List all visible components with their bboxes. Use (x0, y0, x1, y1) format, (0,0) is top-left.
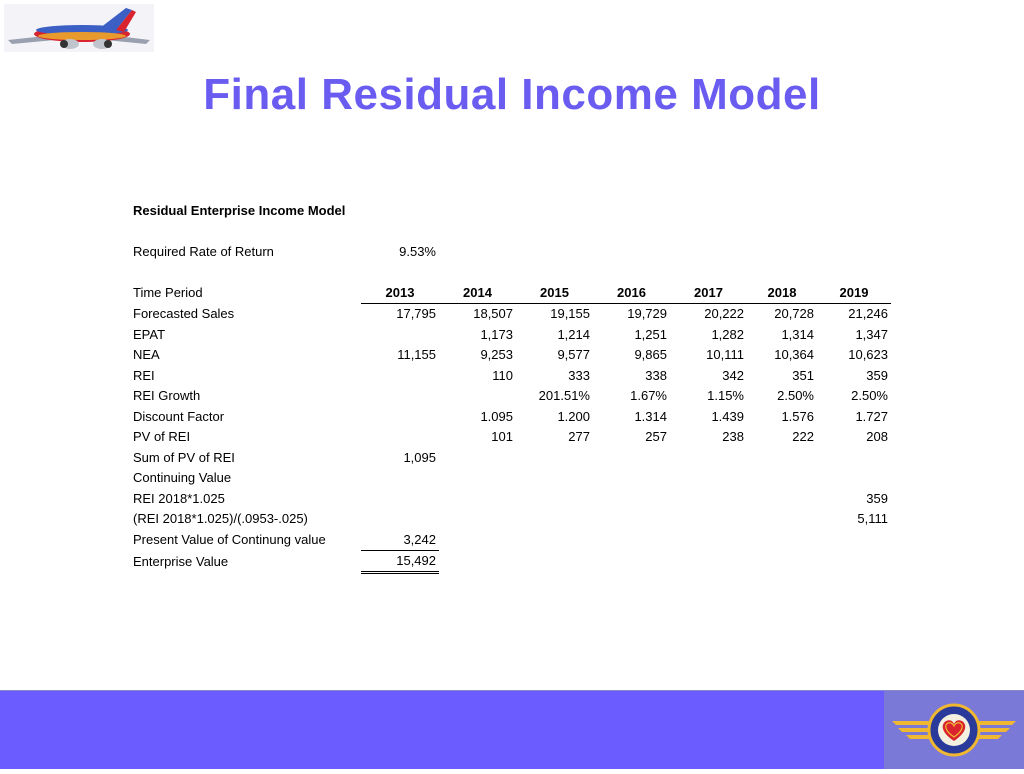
cell: 1,214 (557, 326, 590, 342)
cell (817, 529, 891, 550)
cell (747, 529, 817, 550)
cell: 238 (722, 429, 744, 445)
cell (516, 529, 593, 550)
cell (593, 468, 670, 489)
cell: 1,347 (855, 326, 888, 342)
cell: 11,155 (397, 347, 436, 363)
cell (593, 509, 670, 530)
required-rate-value: 9.53% (399, 243, 436, 259)
row-label: (REI 2018*1.025)/(.0953-.025) (133, 511, 308, 527)
cell: 1.727 (855, 408, 888, 424)
cell (747, 509, 817, 530)
table-row (130, 345, 891, 366)
cell (593, 447, 670, 468)
table-row (130, 529, 891, 550)
cell: 19,729 (627, 306, 667, 322)
table-row (130, 488, 891, 509)
cell (670, 447, 747, 468)
cell (361, 427, 439, 448)
cell: 10,111 (706, 347, 744, 363)
cell: 359 (866, 367, 888, 383)
row-label: Enterprise Value (133, 553, 229, 569)
page-title: Final Residual Income Model (203, 70, 821, 119)
table-row (130, 509, 891, 530)
cell (361, 365, 439, 386)
year-header-row (130, 282, 891, 303)
cell (361, 488, 439, 509)
table-row (130, 447, 891, 468)
cell (747, 447, 817, 468)
cell: 101 (491, 429, 513, 445)
row-label: Forecasted Sales (133, 306, 235, 321)
cell: 1.15% (707, 388, 744, 404)
cell: 20,222 (704, 306, 744, 322)
cell: 20,728 (774, 306, 814, 322)
cell: 110 (492, 367, 513, 383)
year-header: 2016 (593, 282, 670, 303)
cell (516, 509, 593, 530)
table-row (130, 406, 891, 427)
cell: 9,865 (634, 347, 667, 363)
cell (439, 386, 516, 407)
table-row (130, 303, 891, 324)
cell (817, 447, 891, 468)
table-row (130, 365, 891, 386)
cell (817, 550, 891, 573)
cell (670, 550, 747, 573)
cell: 1.095 (480, 408, 513, 424)
year-header: 2014 (439, 282, 516, 303)
cell: 2.50% (851, 388, 888, 404)
cell: 18,507 (473, 306, 513, 322)
table-heading: Residual Enterprise Income Model (133, 202, 346, 218)
cell (670, 529, 747, 550)
cell: 10,623 (848, 347, 888, 363)
cell (361, 406, 439, 427)
residual-income-table (130, 200, 891, 574)
airplane-logo-icon (4, 4, 154, 52)
year-header: 2019 (817, 282, 891, 303)
cell (747, 550, 817, 573)
row-label: EPAT (133, 326, 166, 342)
cell (593, 550, 670, 573)
row-label: Continuing Value (133, 470, 232, 486)
cell: 21,246 (848, 306, 888, 322)
cell: 15,492 (361, 550, 439, 573)
cell: 222 (792, 429, 814, 445)
cell (439, 550, 516, 573)
cell (361, 509, 439, 530)
cell: 277 (568, 429, 590, 445)
cell (593, 529, 670, 550)
cell (747, 488, 817, 509)
row-label: Discount Factor (133, 408, 225, 424)
cell (516, 550, 593, 573)
cell (516, 488, 593, 509)
year-header: 2015 (516, 282, 593, 303)
time-period-label: Time Period (133, 285, 203, 300)
cell: 333 (568, 367, 590, 383)
cell (439, 488, 516, 509)
airline-wings-heart-logo-icon (884, 691, 1024, 769)
row-label: Present Value of Continung value (133, 532, 326, 547)
cell (747, 468, 817, 489)
cell: 359 (866, 490, 888, 506)
year-header: 2013 (361, 282, 439, 303)
cell (593, 488, 670, 509)
cell: 351 (792, 367, 814, 383)
cell: 1.314 (634, 408, 667, 424)
cell: 1,251 (634, 326, 667, 342)
cell: 2.50% (777, 388, 814, 404)
row-label: REI 2018*1.025 (133, 490, 225, 506)
required-rate-label: Required Rate of Return (133, 243, 274, 259)
year-header: 2018 (747, 282, 817, 303)
row-label: Sum of PV of REI (133, 449, 235, 465)
cell: 9,577 (557, 347, 590, 363)
cell (439, 468, 516, 489)
cell: 1.576 (781, 408, 814, 424)
footer-bar (0, 690, 1024, 769)
cell: 1.200 (557, 408, 590, 424)
cell (670, 488, 747, 509)
cell: 3,242 (361, 529, 439, 550)
table-row (130, 427, 891, 448)
cell (817, 468, 891, 489)
cell (516, 468, 593, 489)
cell (361, 324, 439, 345)
row-label: PV of REI (133, 429, 191, 445)
cell: 17,795 (396, 306, 436, 322)
cell: 1.67% (630, 388, 667, 404)
cell (670, 468, 747, 489)
cell: 342 (722, 367, 744, 383)
cell (439, 509, 516, 530)
row-label: REI (133, 367, 155, 383)
row-label: REI Growth (133, 388, 201, 404)
cell (516, 447, 593, 468)
table-row (130, 386, 891, 407)
cell: 5,111 (857, 511, 888, 527)
cell (361, 468, 439, 489)
cell: 1.439 (711, 408, 744, 424)
cell: 1,173 (480, 326, 513, 342)
table-row (130, 324, 891, 345)
cell: 10,364 (774, 347, 814, 363)
cell: 1,282 (711, 326, 744, 342)
year-header: 2017 (670, 282, 747, 303)
cell: 19,155 (550, 306, 590, 322)
cell: 9,253 (480, 347, 513, 363)
row-label: NEA (133, 347, 160, 363)
cell (670, 509, 747, 530)
cell: 208 (866, 429, 888, 445)
cell: 201.51% (538, 388, 590, 404)
cell: 257 (645, 429, 667, 445)
table-row (130, 550, 891, 573)
cell (439, 529, 516, 550)
cell: 1,314 (781, 326, 814, 342)
cell (439, 447, 516, 468)
cell: 1,095 (403, 449, 436, 465)
cell: 338 (645, 367, 667, 383)
cell (361, 386, 439, 407)
table-row (130, 468, 891, 489)
